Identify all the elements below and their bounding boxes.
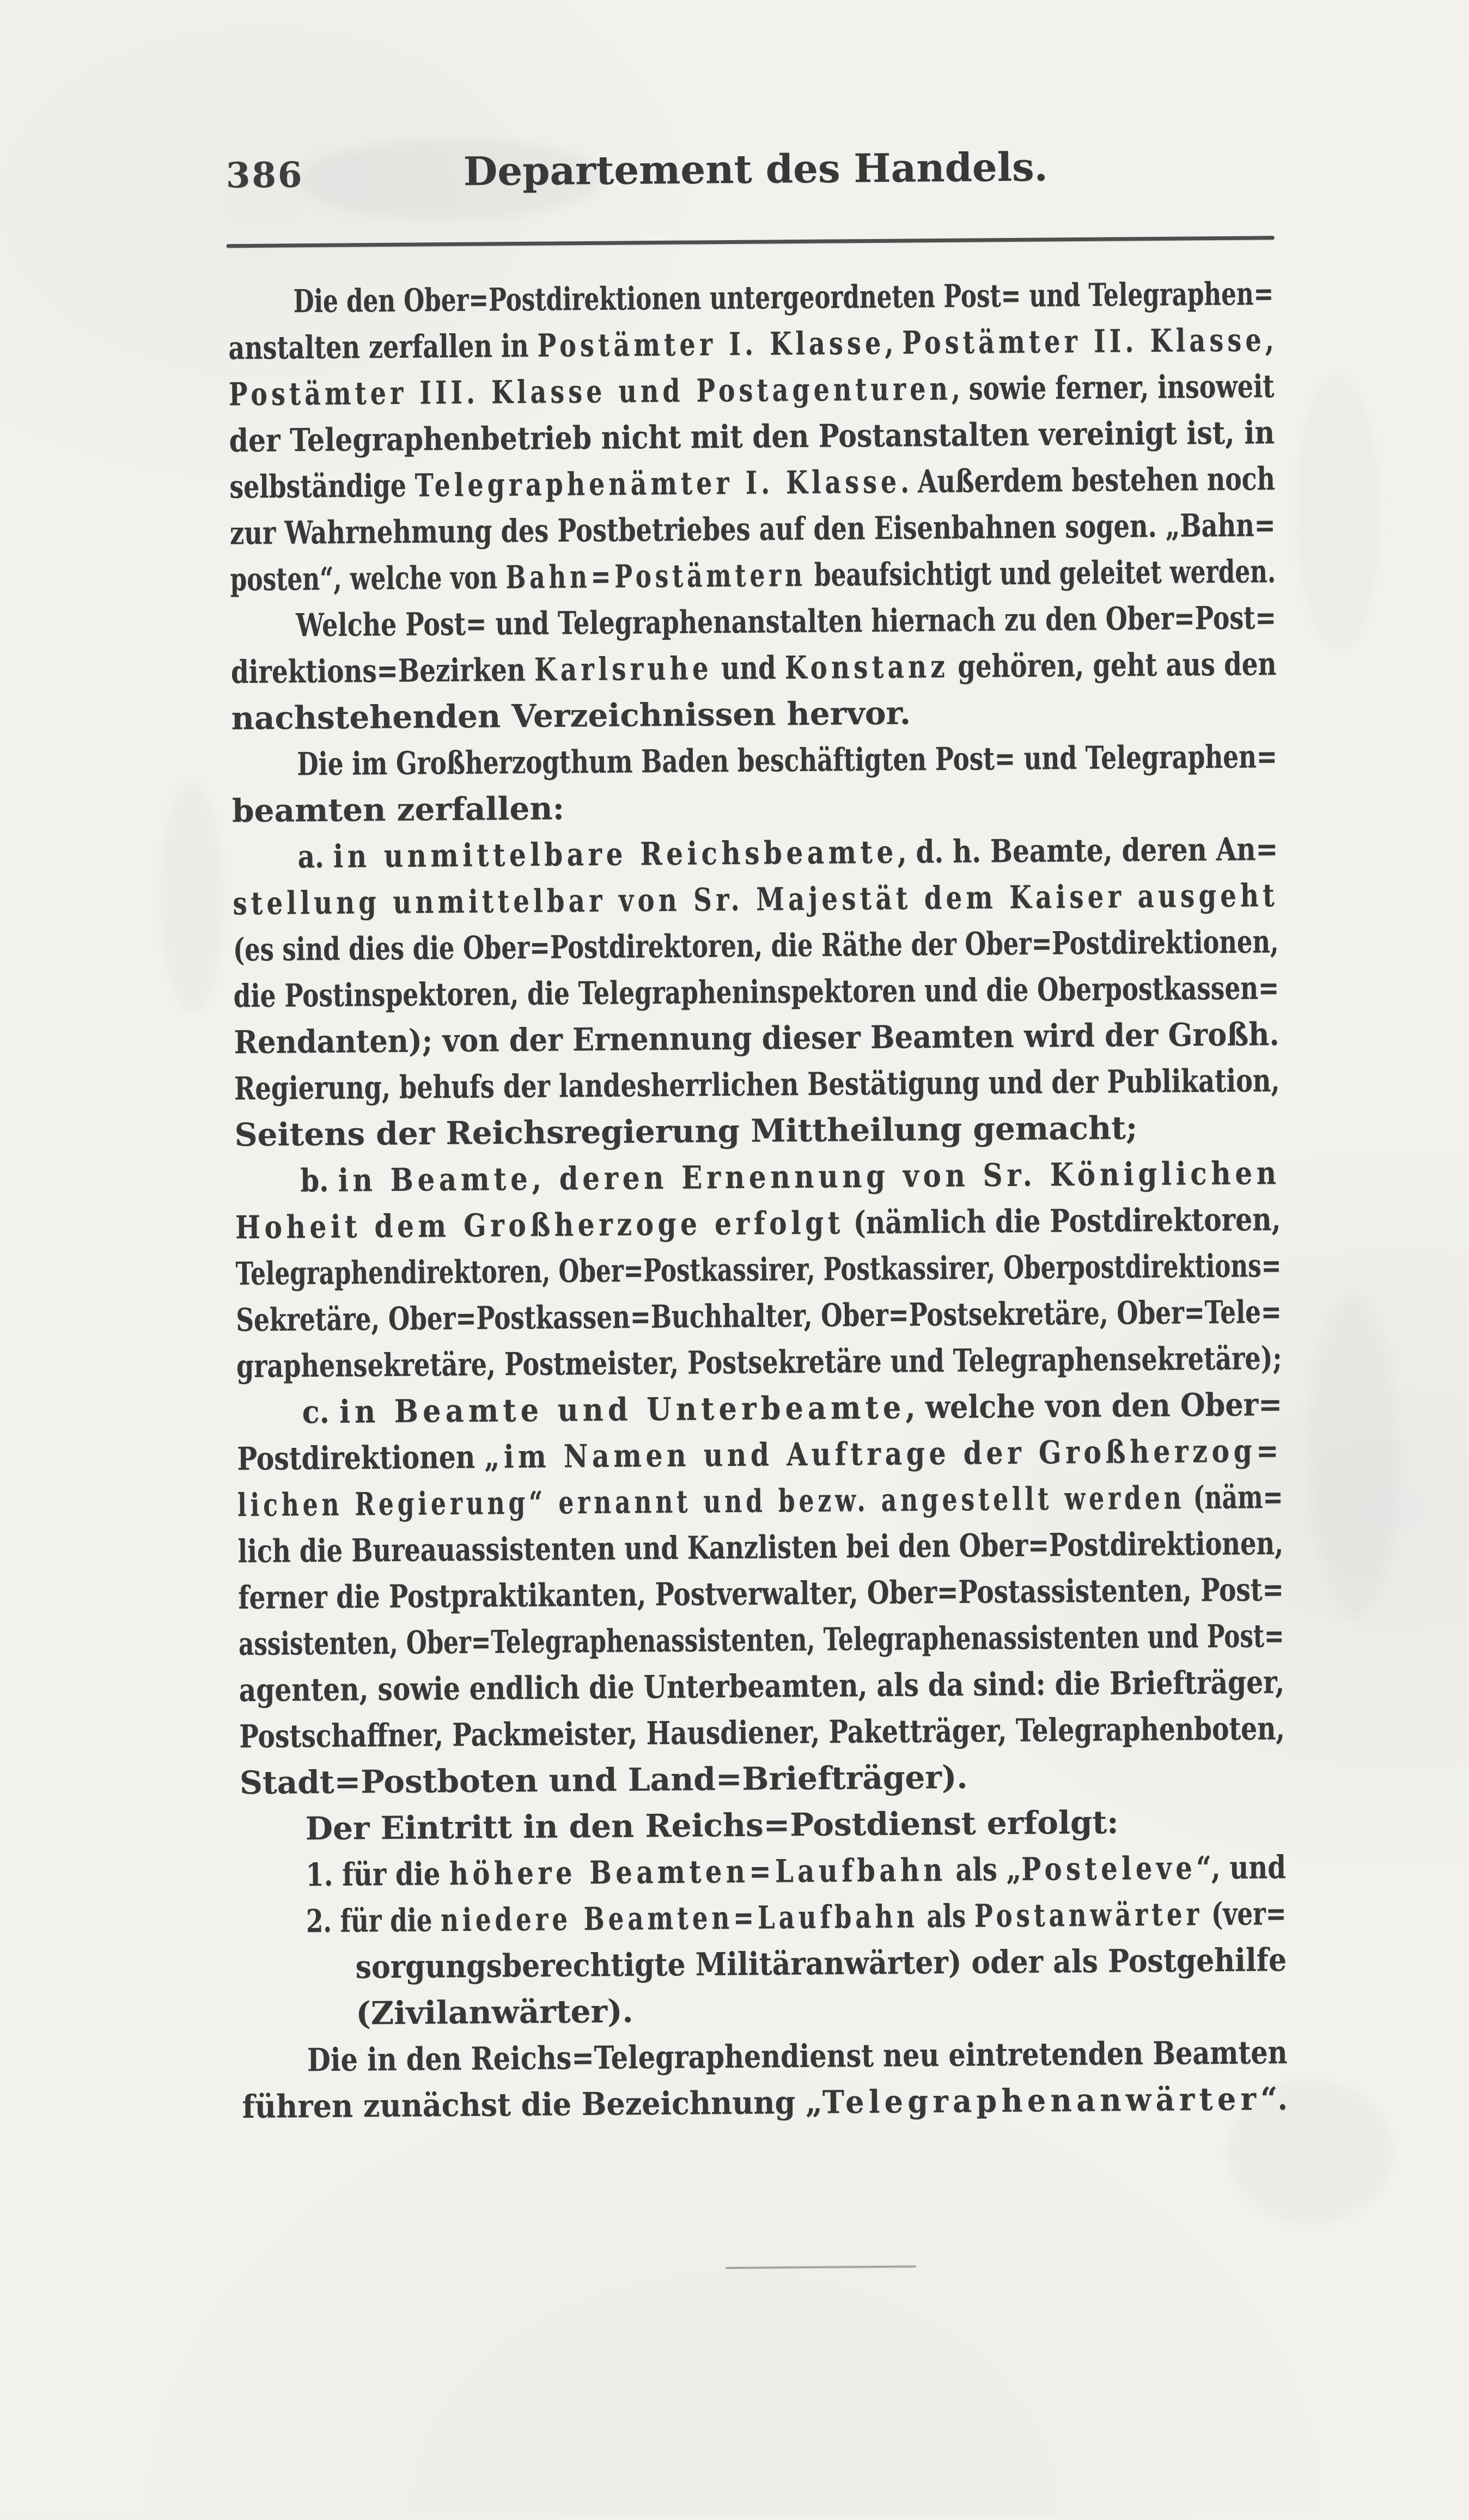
text-line-content: agenten, sowie endlich die Unterbeamten, als da sind: die Briefträger, [239, 1663, 1285, 1709]
letterspaced-emphasis: „im Namen und Auftrage der Großherzog= [484, 1432, 1283, 1476]
letterspaced-emphasis: Postämter II. Klasse [902, 321, 1266, 362]
text-line-content: graphensekretäre, Postmeister, Postsekretäre und Telegraphensekretäre); [236, 1339, 1282, 1385]
text-line-content: c. in Beamte und Unterbeamte, welche von den Ober= [302, 1386, 1283, 1431]
text-line [242, 2029, 1288, 2084]
text-line [230, 502, 1276, 556]
text-line-content: Sekretäre, Ober=Postkassen=Buchhalter, Ober=Postsekretäre, Ober=Tele= [236, 1293, 1282, 1339]
letterspaced-emphasis: Postanwärter [974, 1895, 1203, 1935]
text-line [232, 826, 1278, 880]
text-line [233, 872, 1279, 927]
letterspaced-emphasis: lichen Regierung“ ernannt und bezw. angestellt werden [237, 1479, 1185, 1524]
text-line [241, 1891, 1287, 1945]
letterspaced-emphasis: niedere Beamten=Laufbahn [440, 1898, 919, 1939]
letterspaced-emphasis: Telegraphenanwärter [822, 2080, 1261, 2121]
text-line-content: Postdirektionen „im Namen und Auftrage der Großherzog= [237, 1432, 1283, 1478]
text-line [236, 1335, 1283, 1390]
text-line [229, 456, 1276, 510]
text-line [235, 1150, 1281, 1204]
text-line-content: zur Wahrnehmung des Postbetriebes auf den Eisenbahnen sogen. „Bahn= [229, 506, 1276, 552]
text-line-content: 1. für die höhere Beamten=Laufbahn als „Posteleve“, und [306, 1849, 1287, 1894]
letterspaced-emphasis: Konstanz [784, 647, 949, 687]
letterspaced-emphasis: Telegraphenämter I. Klasse [415, 463, 901, 504]
text-line [235, 1196, 1282, 1251]
text-line [239, 1705, 1285, 1760]
text-line [239, 1659, 1285, 1714]
text-line [231, 687, 1277, 742]
text-line-content [233, 872, 1278, 927]
text-line-content: lichen Regierung“ ernannt und bezw. angestellt werden (näm= [237, 1478, 1283, 1524]
text-line [233, 919, 1279, 973]
text-line-content: Die in den Reichs=Telegraphendienst neu eintretenden Beamten [307, 2034, 1288, 2079]
text-line [237, 1520, 1284, 1575]
text-line-content: anstalten zerfallen in Postämter I. Klasse, Postämter II. Klasse, [228, 321, 1275, 367]
header-rule [227, 236, 1275, 248]
text-line [228, 317, 1275, 371]
text-line [234, 1104, 1281, 1158]
text-line-content: Telegraphendirektoren, Ober=Postkassirer, Postkassirer, Oberpostdirektions= [235, 1247, 1282, 1293]
text-line-content: (Zivilanwärter). [356, 1992, 633, 2032]
text-line [230, 548, 1276, 603]
page-number: 386 [225, 155, 304, 197]
text-line-content: Hoheit dem Großherzoge erfolgt (nämlich die Postdirektoren, [235, 1201, 1281, 1246]
text-line-content: führen zunächst die Bezeichnung „Telegraphenanwärter“. [242, 2080, 1288, 2126]
text-line-content: Der Eintritt in den Reichs=Postdienst erfolgt: [305, 1803, 1119, 1848]
text-line [238, 1567, 1284, 1621]
text-line [239, 1613, 1285, 1667]
ink-bleed-smudge [1309, 1290, 1399, 1618]
text-line [237, 1428, 1283, 1482]
text-line [231, 733, 1278, 788]
text-line [236, 1381, 1283, 1436]
text-line [240, 1752, 1286, 1806]
text-line [232, 780, 1278, 834]
letterspaced-emphasis: stellung unmittelbar von Sr. Majestät dem Kaiser ausgeht [233, 877, 1279, 922]
text-line-content: Stadt=Postboten und Land=Briefträger). [239, 1758, 968, 1802]
text-line [234, 1057, 1281, 1112]
text-line-content: Postämter III. Klasse und Postagenturen, sowie ferner, insoweit [228, 368, 1275, 413]
text-line-content: Die im Großherzogthum Baden beschäftigten Post= und Telegraphen= [297, 738, 1278, 783]
text-line-content: lich die Bureauassistenten und Kanzlisten bei den Ober=Postdirektionen, [237, 1525, 1284, 1570]
letterspaced-emphasis: in Beamte, deren Ernennung von Sr. Königlichen [338, 1154, 1281, 1199]
text-line [236, 1289, 1282, 1343]
text-line [229, 409, 1275, 464]
letterspaced-emphasis: in Beamte und Unterbeamte [339, 1389, 906, 1430]
text-line-content: assistenten, Ober=Telegraphenassistenten, Telegraphenassistenten und Post= [238, 1617, 1284, 1663]
text-line-content: b. in Beamte, deren Ernennung von Sr. Königlichen [300, 1154, 1281, 1200]
text-line [230, 595, 1277, 649]
text-line-content: ferner die Postpraktikanten, Postverwalter, Ober=Postassistenten, Post= [238, 1571, 1284, 1617]
text-line-content: a. in unmittelbare Reichsbeamte, d. h. Beamte, deren An= [297, 830, 1278, 876]
text-line-content: 2. für die niedere Beamten=Laufbahn als Postanwärter (ver= [306, 1895, 1287, 1940]
text-line-content: Die den Ober=Postdirektionen untergeordneten Post= und Telegraphen= [293, 275, 1274, 320]
text-line [229, 363, 1275, 418]
text-line-content: sorgungsberechtigte Militäranwärter) oder als Postgehilfe [355, 1941, 1287, 1986]
letterspaced-emphasis: höhere Beamten=Laufbahn [449, 1851, 947, 1893]
letterspaced-emphasis: in unmittelbare Reichsbeamte [333, 833, 898, 875]
text-line-content: Postschaffner, Packmeister, Hausdiener, Paketträger, Telegraphenboten, [239, 1710, 1285, 1756]
text-line [234, 1011, 1280, 1066]
text-line-content: selbständige Telegraphenämter I. Klasse. Außerdem bestehen noch [229, 460, 1276, 506]
letterspaced-emphasis: Hoheit dem Großherzoge erfolgt [235, 1204, 845, 1246]
text-line [242, 2076, 1288, 2130]
text-line-content: posten“, welche von Bahn=Postämtern beaufsichtigt und geleitet werden. [230, 553, 1276, 598]
text-line-content: der Telegraphenbetrieb nicht mit den Postanstalten vereinigt ist, in [229, 414, 1275, 460]
text-line [235, 1243, 1282, 1297]
text-line [228, 271, 1274, 325]
text-line [237, 1474, 1284, 1528]
text-line-content: direktions=Bezirken Karlsruhe und Konstanz gehören, geht aus den [230, 645, 1277, 691]
letterspaced-emphasis: Postämter III. Klasse und Postagenturen [228, 370, 952, 413]
letterspaced-emphasis: Bahn=Postämtern [505, 556, 806, 596]
text-line-content: Rendanten); von der Ernennung dieser Beamten wird der Großh. [234, 1016, 1279, 1061]
text-line-content: Regierung, behufs der landesherrlichen Bestätigung und der Publikation, [234, 1062, 1280, 1108]
letterspaced-emphasis: Posteleve [1021, 1849, 1197, 1888]
text-line [233, 965, 1279, 1019]
ink-bleed-smudge [161, 782, 223, 1012]
letterspaced-emphasis: Postämter I. Klasse [537, 324, 885, 364]
text-line [241, 1937, 1287, 1991]
letterspaced-emphasis: Karlsruhe [534, 650, 713, 688]
text-line [231, 641, 1277, 695]
text-line-content: nachstehenden Verzeichnissen hervor. [231, 694, 911, 737]
text-line-content: Seitens der Reichsregierung Mittheilung gemacht; [234, 1109, 1138, 1154]
page-header-title: Departement des Handels. [463, 143, 1048, 194]
body-text [228, 271, 1288, 2130]
text-line [241, 1983, 1288, 2038]
text-line-content: die Postinspektoren, die Telegrapheninspektoren und die Oberpostkassen= [233, 969, 1279, 1015]
text-line-content: (es sind dies die Ober=Postdirektoren, die Räthe der Ober=Postdirektionen, [233, 923, 1279, 969]
text-line-content: Welche Post= und Telegraphenanstalten hiernach zu den Ober=Post= [296, 599, 1277, 644]
text-line [240, 1798, 1286, 1852]
text-line-content: beamten zerfallen: [231, 790, 565, 830]
footer-divider-rule [726, 2265, 916, 2269]
text-line [240, 1844, 1287, 1899]
